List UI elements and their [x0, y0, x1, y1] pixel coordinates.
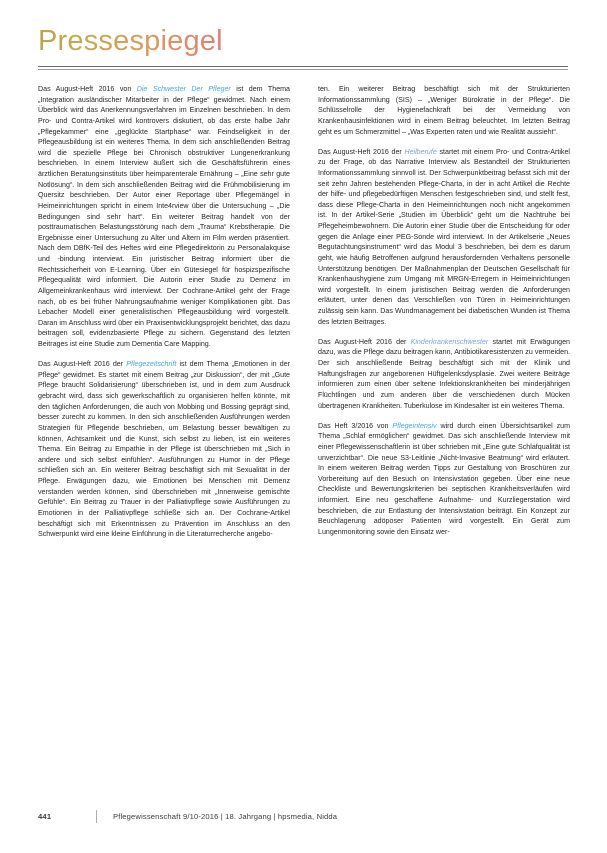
page-footer	[38, 806, 570, 826]
column-left	[38, 84, 290, 784]
article-columns	[38, 84, 570, 784]
paragraph-body-text: startet mit einem Pro- und Contra-Artikel zu der Frage, ob das Narrative Interview als Bestandteil der Strukturierten Informationssammlung sinnvoll ist. Der Schwerpunktbeitrag befasst sich mit der seit zehn Jahren bestehenden Pflege-Charta, in der in acht Artikel die Rechte der hilfe- und pflegebedürftigen Menschen festgeschrieben sind, und stellt fest, dass diese Pflege-Charta in den Heimeinrichtungen noch nicht angekommen ist. In der Artikel-Serie „Studien im Überblick“ geht um die Nachtruhe bei Pflegeheimbewohnern. Die Autorin einer Studie über die Entscheidung für oder gegen die Anlage einer PEG-Sonde wird interviewt. In der Artikelserie „Neues Begutachtungsinstrument“ wird das Modul 3 beschrieben, bei dem es darum geht, wie häufig Betroffenen aufgrund herausfordernden Verhaltens personelle Unterstützung benötigen. Der Maßnahmenplan der Deutschen Gesellschaft für Krankenhaushygiene zum Umgang mit MRGN-Erregern in Heimeinrichtungen wird vorgestellt. In einem juristischen Beitrag werden die Anforderungen erläutert, unter denen das Verschließen von Türen in Heimeinrichtungen zulässig sein kann. Das Wundmanagement bei diabetischen Wunden ist Thema des letzten Beitrages.	[318, 147, 570, 326]
footer-citation: Pflegewissenschaft 9/10-2016 | 18. Jahrgang | hpsmedia, Nidda	[113, 811, 338, 821]
column-left-text	[38, 84, 290, 540]
paragraph-kinderkrankenschwester	[318, 337, 570, 411]
footer-page-number: 441	[38, 811, 52, 821]
paragraph-lead-text: Das August-Heft 2016 der	[38, 360, 127, 369]
page-title: Pressespiegel	[38, 24, 568, 58]
footer-divider	[96, 810, 97, 823]
journal-link-kinderkrankenschwester[interactable]: Kinderkrankenschwester	[410, 337, 489, 346]
paragraph-pflegezeitschrift	[38, 359, 290, 540]
masthead	[38, 24, 568, 68]
journal-link-pflegeintensiv[interactable]: Pflegeintensiv	[392, 421, 437, 430]
paragraph-body-text: ist dem Thema „Emotionen in der Pflege“ gewidmet. Es startet mit einem Beitrag „zur Diskussion“, der mit „Gute Pflege braucht Solidarisierung“ überschrieben ist, und in dem zum Ausdruck gebracht wird, dass sich gewerkschaftlich zu organisieren helfen könnte, mit den täglichen Anforderungen, die auch von Mobbing und Bossing geprägt sind, besser zurecht zu kommen. In den sich anschließenden Ausführungen werden Strategien für Pflegende beschrieben, um Belastung besser bewältigen zu können, Achtsamkeit und die Kunst, sich selbst zu lieben, ist ein weiteres Thema. Ein Beitrag zu Empathie in der Pflege ist überschrieben mit „Sich in andere und sich selbst einfühlen“. Ausführungen zu Humor in der Pflege schließen sich an. Ein weiterer Beitrag beschäftigt sich mit Sexualität in der Pflege. Erwägungen dazu, wie Emotionen bei Menschen mit Demenz verstanden werden können, sind überschrieben mit „Innenweise gemischte Gefühle“. Ein Beitrag zu Trauer in der Palliativpflege sowie Ausführungen zu Emotionen in der Palliativpflege schließe sich an. Der Cochrane-Artikel beschäftigt sich mit Erkenntnissen zu Prävention im Anschluss an den Schwerpunkt wird eine kleine Einführung in die Literaturrecherche angebo-	[38, 360, 291, 539]
paragraph-lead-text: Das August-Heft 2016 der	[318, 147, 405, 156]
journal-link-heilberufe[interactable]: Heilberufe	[404, 147, 437, 156]
paragraph-lead-text: Das August-Heft 2016 von	[38, 85, 137, 93]
paragraph-lead-text: Das Heft 3/2016 von	[318, 421, 393, 430]
journal-link-pflegezeitschrift[interactable]: Pflegezeitschrift	[126, 360, 177, 369]
paragraph-body-text: ten. Ein weiterer Beitrag beschäftigt sich mit der Strukturierten Informationssammlung (SIS) – „Weniger Bürokratie in der Pflege“. Die Schlüsselrolle der Hygienefachkraft bei der Vermeidung von Krankenhausinfektionen wird in einem Beitrag beleuchtet. Im letzten Beitrag geht es um Schmerzmittel – „Was Experten raten und wie Realität aussieht“.	[318, 85, 570, 136]
masthead-divider	[38, 66, 568, 67]
paragraph-body-text: ist dem Thema „Integration ausländischer Mitarbeiter in der Pflege“ gewidmet. Nach einem Überblick wird das Anerkennungsverfahren im Einzelnen beschrieben. In dem Pro- und Contra-Artikel wird kontrovers diskutiert, ob das erste halbe Jahr „Pflegekammer“ eine „geglückte Startphase“ war. Feindseligkeit in der Pflegeausbildung ist ein weiteres Thema. In dem sich anschließenden Beitrag wird die spezielle Pflege bei Chronisch obstruktiver Lungenerkrankung beschrieben. In einem Interview äußert sich die Geschäftsführerin eines ärztlichen Beratungsinstituts über heimparenterale Ernährung – „Eine sehr gute Notlösung“. In dem sich anschließenden Beitrag wird die Frühmobilisierung im Quersitz beschrieben. Der Autor einer Reportage über Pflegemängel in Heimeinrichtungen spricht in einem Inte4rview über die Untersuchung – „Die Bedingungen sind sehr hart“. Ein weiterer Beitrag handelt von der posttraumatischen Belastungsstörung nach dem „Trauma“ Krebstherapie. Die Ergebnisse einer Untersuchung zu Alter und Altern im Film werden präsentiert. Nach dem DBfK-Teil des Heftes wird eine Pflegedirektorin zu Personalakquise und -bindung interviewt. Ein juristischer Beitrag informiert über die Rechtssicherheit von E-Learning. Über ein Gütesiegel für hospizspezifische Pflegequalität wird informiert. Die Autorin einer Studie zu Demenz im Allgemeinkrankenhaus wird interviewt. Der Cochrane-Artikel geht der Frage nach, ob es bei früher Nahrungsaufnahme weniger Komplikationen gibt. Das Lebacher Modell einer generalistischen Pflegeausbildung wird vorgestellt. Daran im Anschluss wird über ein Praxisentwicklungsprojekt berichtet, das dazu beitragen soll, evidenzbasierte Pflege zu sichern. Gegenstand des letzten Beitrages ist eine Studie zum Dementia Care Mapping.	[38, 85, 290, 348]
journal-link-die-schwester-der-pfleger[interactable]: Die Schwester Der Pfleger	[136, 85, 231, 93]
paragraph-continuation	[318, 84, 570, 137]
paragraph-heilberufe	[318, 147, 570, 328]
column-right	[318, 84, 570, 784]
masthead-divider-thin	[38, 69, 568, 70]
paragraph-schwester-pfleger	[38, 84, 290, 350]
paragraph-body-text: startet mit Erwägungen dazu, was die Pflege dazu beitragen kann, Antibiotikaresistenzen zu vermeiden. Der sich anschließende Beitrag beschäftigt sich mit der Klinik und Haftungsfragen zur angeborenen Hüftgelenksdysplasie. Zwei weitere Beiträge informieren zum einen über seltene Infektionskrankheiten bei minderjährigen Flüchtlingen und zum anderen über die verschiedenen durch Mücken übertragenen Krankheiten. Tuberkulose im Kindesalter ist ein weiteres Thema.	[318, 337, 570, 410]
column-right-text	[318, 84, 570, 538]
paragraph-body-text: wird durch einen Übersichtsartikel zum Thema „Schlaf ermöglichen“ gewidmet. Das sich anschließende Interview mit einer Pflegewissenschaftlerin ist über schrieben mit „Eine gute Schlafqualität ist unverzichtbar“. Die neue S3-Leitlinie „Nicht-Invasive Beatmung“ wird erläutert. In einem weiteren Beitrag werden Tipps zur Gestaltung von Broschüren zur Vorbereitung auf den Besuch on Intensivstation gegeben. Über eine neue Checkliste und Bewertungskriterien bei septischen Krankheitsverläufen wird informiert. Eine neu geschaffene Aufnahme- und Kurzliegerstation wird beschrieben, die zur Entlastung der Intensivstation beiträgt. Ein Konzept zur Beuchlagerung adöposer Patienten wird vorgestellt. Ein Gerät zum Lungenmonitoring sowie den Einsatz wer-	[318, 421, 570, 536]
paragraph-lead-text: Das August-Heft 2016 der	[318, 337, 411, 346]
paragraph-pflegeintensiv	[318, 421, 570, 538]
